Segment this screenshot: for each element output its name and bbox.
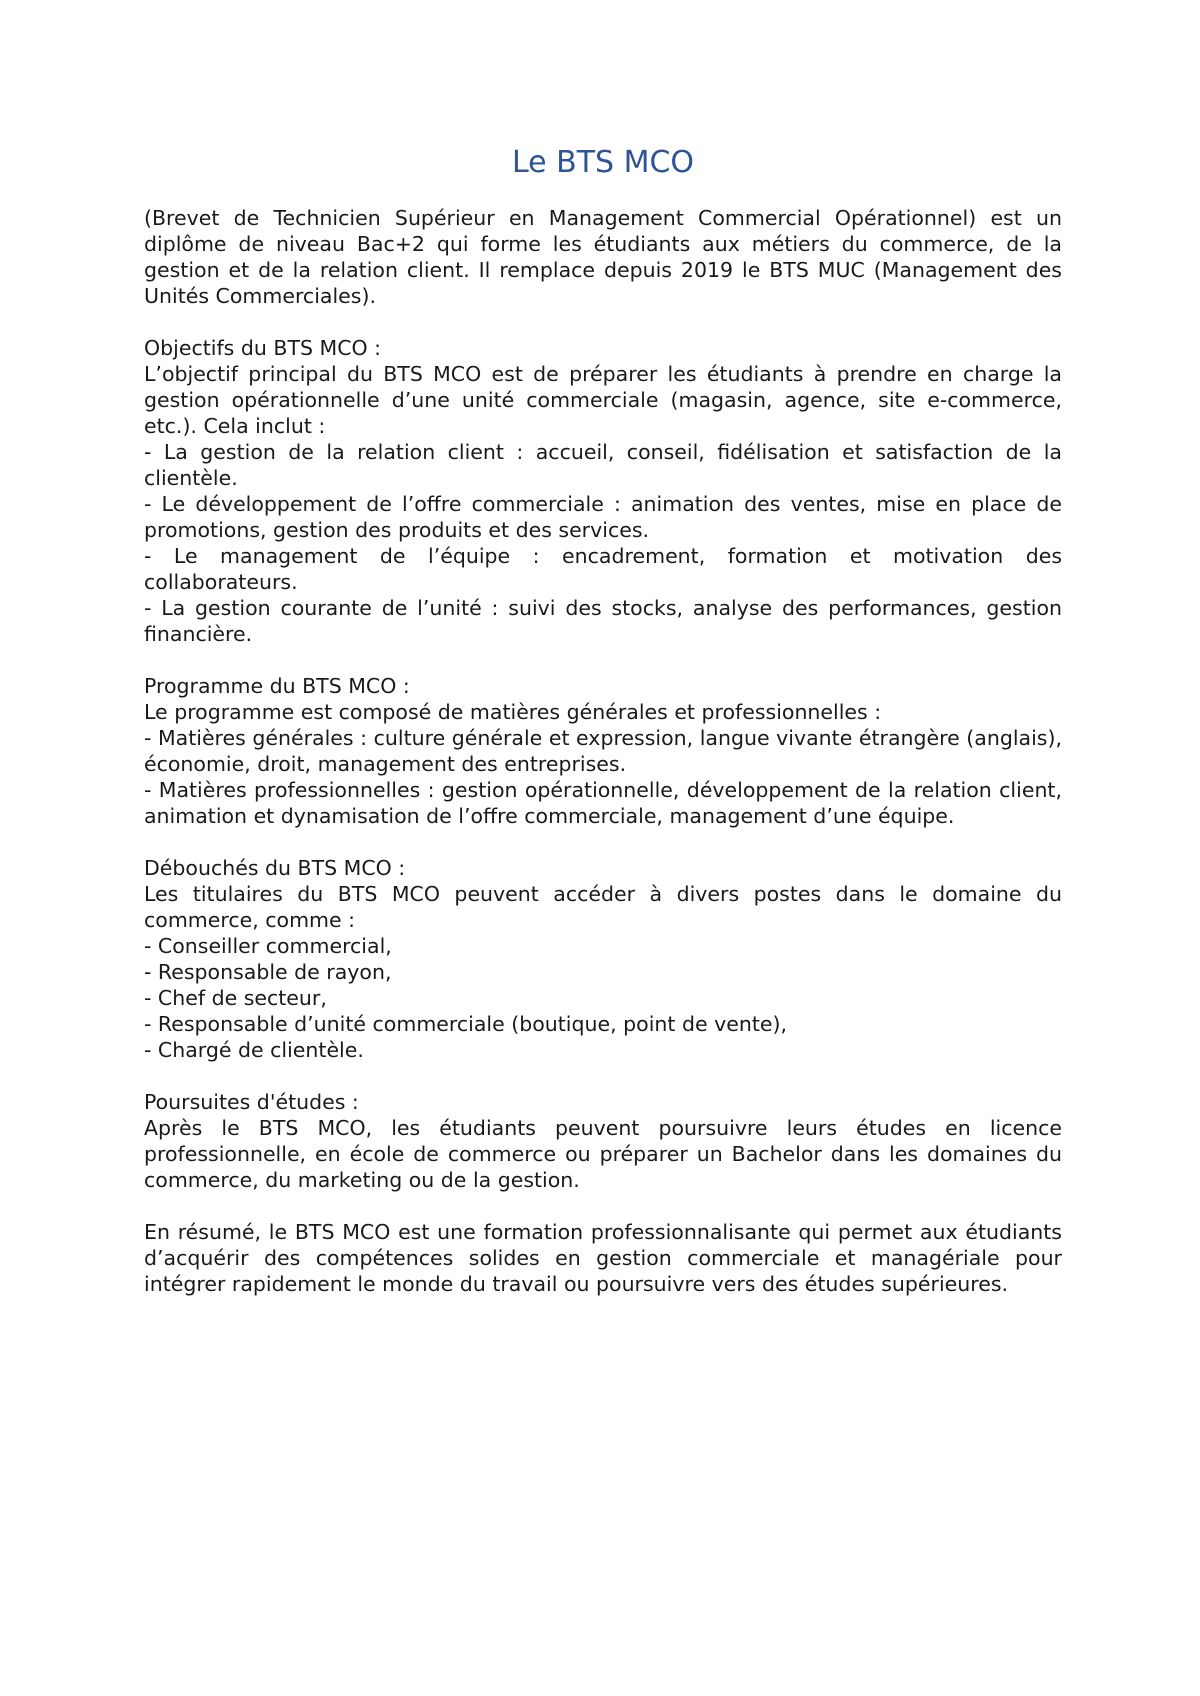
- document-body: [144, 143, 1062, 1323]
- poursuites-paragraph: Après le BTS MCO, les étudiants peuvent poursuivre leurs études en licence professionnelle, en école de commerce ou préparer un Bachelor dans les domaines du commerce, du marketing ou de la gestion.: [144, 1116, 1062, 1192]
- list-item: - Responsable de rayon,: [144, 960, 392, 984]
- programme-heading: Programme du BTS MCO :: [144, 674, 410, 698]
- conclusion-section: [144, 1219, 1062, 1297]
- list-item: - Chef de secteur,: [144, 986, 327, 1010]
- debouches-section: [144, 855, 1062, 1063]
- list-item: - Le management de l’équipe : encadrement, formation et motivation des collaborateurs.: [144, 544, 1062, 594]
- objectifs-lead: L’objectif principal du BTS MCO est de préparer les étudiants à prendre en charge la gestion opérationnelle d’une unité commerciale (magasin, agence, site e-commerce, etc.). Cela inclut :: [144, 362, 1062, 438]
- list-item: - Conseiller commercial,: [144, 934, 392, 958]
- list-item: - Matières générales : culture générale et expression, langue vivante étrangère (anglais), économie, droit, management des entreprises.: [144, 726, 1062, 776]
- poursuites-heading: Poursuites d'études :: [144, 1090, 359, 1114]
- objectifs-heading: Objectifs du BTS MCO :: [144, 336, 382, 360]
- list-item: - La gestion courante de l’unité : suivi des stocks, analyse des performances, gestion financière.: [144, 596, 1062, 646]
- objectifs-section: [144, 335, 1062, 647]
- list-item: - Responsable d’unité commerciale (boutique, point de vente),: [144, 1012, 787, 1036]
- list-item: - La gestion de la relation client : accueil, conseil, fidélisation et satisfaction de la clientèle.: [144, 440, 1062, 490]
- poursuites-section: [144, 1089, 1062, 1193]
- list-item: - Le développement de l’offre commerciale : animation des ventes, mise en place de promotions, gestion des produits et des services.: [144, 492, 1062, 542]
- list-item: - Matières professionnelles : gestion opérationnelle, développement de la relation client, animation et dynamisation de l’offre commerciale, management d’une équipe.: [144, 778, 1062, 828]
- programme-section: [144, 673, 1062, 829]
- intro-section: [144, 205, 1062, 309]
- debouches-lead: Les titulaires du BTS MCO peuvent accéder à divers postes dans le domaine du commerce, comme :: [144, 882, 1062, 932]
- debouches-heading: Débouchés du BTS MCO :: [144, 856, 406, 880]
- document-title: Le BTS MCO: [511, 145, 695, 180]
- intro-paragraph: (Brevet de Technicien Supérieur en Management Commercial Opérationnel) est un diplôme de niveau Bac+2 qui forme les étudiants aux métiers du commerce, de la gestion et de la relation client. Il remplace depuis 2019 le BTS MUC (Management des Unités Commerciales).: [144, 206, 1062, 308]
- list-item: - Chargé de clientèle.: [144, 1038, 364, 1062]
- conclusion-paragraph: En résumé, le BTS MCO est une formation professionnalisante qui permet aux étudiants d’acquérir des compétences solides en gestion commerciale et managériale pour intégrer rapidement le monde du travail ou poursuivre vers des études supérieures.: [144, 1220, 1062, 1296]
- programme-lead: Le programme est composé de matières générales et professionnelles :: [144, 700, 882, 724]
